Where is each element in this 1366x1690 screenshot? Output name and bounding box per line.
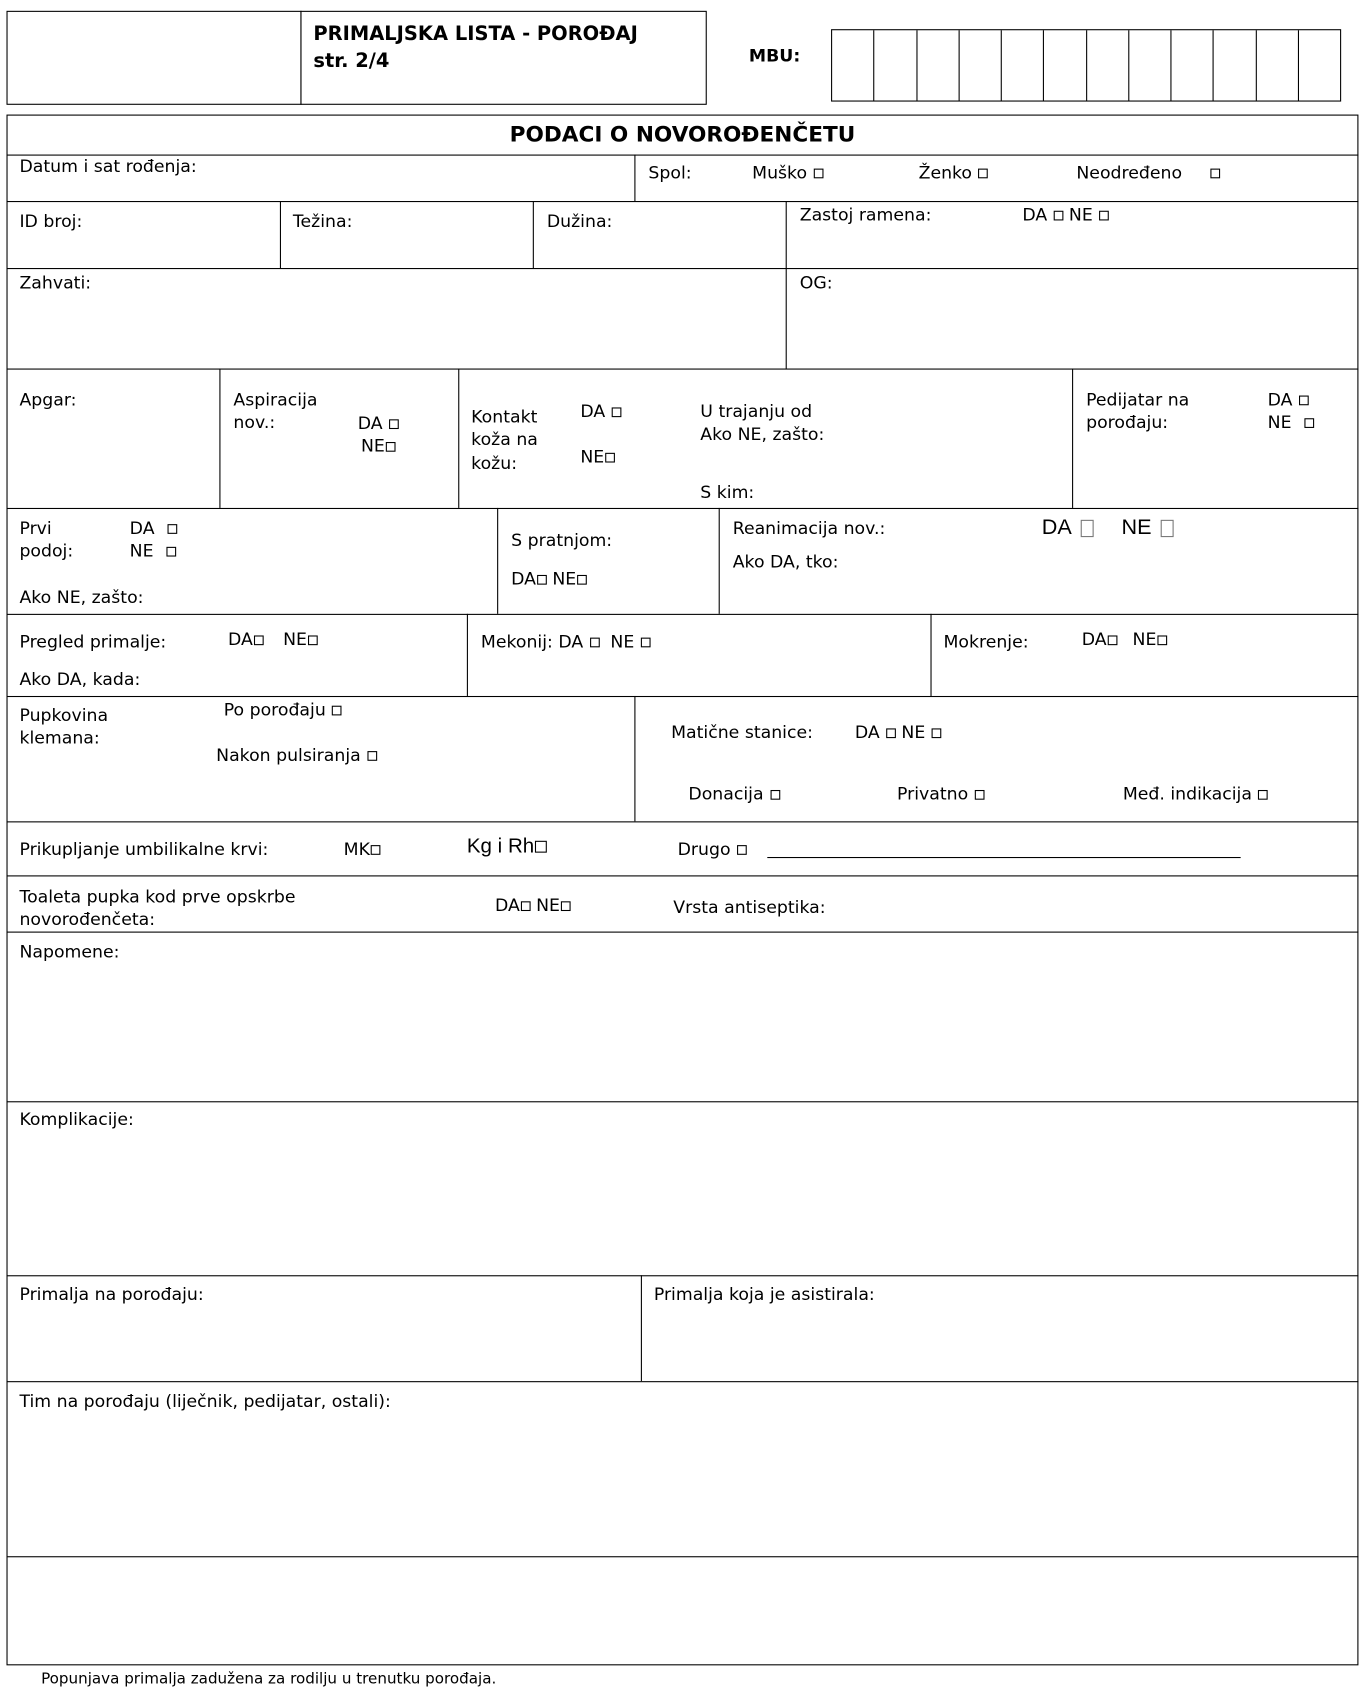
mbu-digit-cell[interactable] [958, 30, 1000, 100]
weight-label: Težina: [292, 210, 353, 232]
exam-ne-label: NE [283, 628, 307, 650]
mbu-digit-cell[interactable] [1086, 30, 1128, 100]
skin-contact-da-label: DA [580, 400, 606, 422]
midwife-exam-label: Pregled primalje: [19, 631, 167, 652]
first-feeding-label-2: podoj: [19, 540, 74, 561]
delivery-team-label: Tim na porođaju (liječnik, pedijatar, ostali): [19, 1390, 391, 1412]
skin-contact-why-label: Ako NE, zašto: [700, 423, 825, 445]
exam-ne-checkbox[interactable] [308, 635, 318, 645]
mbu-digit-cell[interactable] [1001, 30, 1043, 100]
other-label: Drugo [677, 838, 731, 860]
shoulder-da-checkbox[interactable] [1054, 211, 1064, 221]
resuscitation-ne-label: NE [1121, 515, 1152, 540]
skin-contact-label-1: Kontakt [471, 406, 538, 427]
cord-after-birth-label: Po porođaju [223, 699, 326, 720]
escort-da-label: DA [511, 568, 537, 589]
cord-label-1: Pupkovina [19, 704, 109, 726]
cord-blood-label: Prikupljanje umbilikalne krvi: [19, 838, 269, 860]
mk-checkbox[interactable] [371, 845, 381, 855]
birth-datetime-label: Datum i sat rođenja: [19, 155, 197, 177]
pediatrician-da-label: DA [1267, 389, 1293, 410]
resuscitation-da-label: DA [1041, 515, 1072, 540]
apgar-label: Apgar: [19, 389, 77, 410]
other-checkbox[interactable] [737, 845, 747, 855]
footer-note: Popunjava primalja zadužena za rodilju u trenutku porođaja. [41, 1670, 497, 1689]
page-number: str. 2/4 [313, 49, 390, 73]
cord-label-2: klemana: [19, 727, 100, 748]
complications-label: Komplikacije: [19, 1108, 134, 1130]
kg-rh-label: Kg i Rh [466, 835, 535, 859]
urination-label: Mokrenje: [943, 631, 1029, 652]
private-label: Privatno [896, 783, 969, 805]
urination-da-label: DA [1081, 628, 1107, 650]
sex-female-label: Ženko [918, 162, 973, 183]
urination-ne-label: NE [1132, 628, 1157, 650]
aspiration-ne-checkbox[interactable] [386, 442, 396, 452]
escort-ne-checkbox[interactable] [577, 575, 587, 585]
mbu-digit-cell[interactable] [1170, 30, 1212, 100]
donation-label: Donacija [688, 783, 764, 805]
length-label: Dužina: [546, 210, 613, 232]
cord-after-birth-checkbox[interactable] [332, 706, 342, 716]
mbu-digit-cell[interactable] [1255, 30, 1297, 100]
medical-indication-label: Međ. indikacija [1122, 783, 1252, 805]
skin-contact-label-2: koža na [471, 429, 538, 450]
logo-box [6, 11, 301, 105]
stem-cells-da-label: DA [854, 721, 880, 743]
with-whom-label: S kim: [700, 481, 755, 503]
meconium-ne-checkbox[interactable] [641, 638, 651, 648]
pediatrician-da-checkbox[interactable] [1299, 396, 1309, 406]
escort-ne-label: NE [552, 568, 577, 589]
pediatrician-label-2: porođaju: [1086, 411, 1169, 433]
navel-ne-checkbox[interactable] [561, 901, 571, 911]
delivering-midwife-label: Primalja na porođaju: [19, 1283, 204, 1305]
exam-when-label: Ako DA, kada: [19, 668, 141, 690]
skin-contact-label-3: kožu: [471, 452, 518, 474]
private-checkbox[interactable] [975, 790, 985, 800]
aspiration-da-label: DA [357, 412, 383, 434]
aspiration-label-2: nov.: [233, 411, 276, 433]
kg-rh-checkbox[interactable] [535, 841, 547, 853]
procedures-label: Zahvati: [19, 272, 92, 293]
exam-da-checkbox[interactable] [254, 635, 264, 645]
resuscitation-label: Reanimacija nov.: [732, 517, 886, 539]
stem-cells-da-checkbox[interactable] [886, 728, 896, 738]
skin-contact-ne-checkbox[interactable] [605, 453, 615, 463]
aspiration-label-1: Aspiracija [233, 389, 318, 410]
section-title: PODACI O NOVOROĐENČETU [509, 121, 856, 147]
aspiration-da-checkbox[interactable] [389, 419, 399, 429]
pediatrician-ne-label: NE [1267, 411, 1292, 433]
meconium-da-checkbox[interactable] [590, 638, 600, 648]
sex-male-label: Muško [752, 162, 808, 183]
cord-after-pulsation-checkbox[interactable] [367, 751, 377, 761]
sex-label: Spol: [648, 162, 692, 183]
donation-checkbox[interactable] [770, 790, 780, 800]
escort-label: S pratnjom: [511, 529, 613, 551]
mbu-digit-cell[interactable] [916, 30, 958, 100]
navel-da-label: DA [494, 894, 520, 916]
mbu-label: MBU: [748, 45, 801, 66]
feeding-ne-label: NE [129, 540, 154, 561]
og-label: OG: [799, 272, 833, 293]
other-input-line[interactable] [767, 857, 1240, 858]
navel-da-checkbox[interactable] [521, 901, 531, 911]
urination-da-checkbox[interactable] [1108, 635, 1118, 645]
sex-undetermined-label: Neodređeno [1076, 162, 1183, 183]
mbu-digit-cell[interactable] [832, 30, 873, 100]
navel-care-label-2: novorođenčeta: [19, 908, 156, 930]
aspiration-ne-label: NE [360, 435, 385, 457]
sex-undetermined-checkbox[interactable] [1210, 169, 1220, 179]
resuscitation-ne-checkbox[interactable] [1160, 520, 1173, 537]
feeding-da-checkbox[interactable] [167, 524, 177, 534]
sex-female-checkbox[interactable] [979, 169, 989, 179]
shoulder-da-label: DA [1022, 204, 1048, 225]
navel-care-label-1: Toaleta pupka kod prve opskrbe [19, 886, 296, 907]
mbu-digit-cell[interactable] [1298, 30, 1340, 100]
shoulder-ne-label: NE [1068, 204, 1093, 225]
navel-ne-label: NE [536, 894, 560, 916]
pediatrician-label-1: Pedijatar na [1086, 389, 1190, 410]
skin-contact-da-checkbox[interactable] [612, 407, 622, 417]
meconium-ne-label: NE [610, 631, 635, 652]
feeding-ne-checkbox[interactable] [167, 547, 177, 557]
feeding-why-label: Ako NE, zašto: [19, 586, 144, 608]
feeding-da-label: DA [129, 517, 155, 539]
mk-label: MK [343, 838, 370, 860]
pediatrician-ne-checkbox[interactable] [1304, 418, 1314, 428]
id-number-label: ID broj: [19, 210, 83, 232]
assisting-midwife-label: Primalja koja je asistirala: [653, 1283, 875, 1305]
skin-contact-ne-label: NE [580, 446, 605, 467]
cord-after-pulsation-label: Nakon pulsiranja [216, 744, 361, 766]
meconium-label: Mekonij: [480, 631, 553, 652]
shoulder-dystocia-label: Zastoj ramena: [799, 204, 932, 225]
meconium-da-label: DA [558, 631, 584, 652]
notes-label: Napomene: [19, 941, 120, 962]
sex-male-checkbox[interactable] [814, 169, 824, 179]
urination-ne-checkbox[interactable] [1157, 635, 1167, 645]
escort-da-checkbox[interactable] [537, 575, 547, 585]
shoulder-ne-checkbox[interactable] [1099, 211, 1109, 221]
mbu-digit-cell[interactable] [873, 30, 915, 100]
mbu-digit-cell[interactable] [1213, 30, 1255, 100]
medical-indication-checkbox[interactable] [1258, 790, 1268, 800]
mbu-input-grid[interactable] [831, 29, 1341, 101]
exam-da-label: DA [228, 628, 253, 650]
stem-cells-ne-checkbox[interactable] [932, 728, 942, 738]
form-title: PRIMALJSKA LISTA - POROĐAJ [313, 22, 638, 46]
mbu-digit-cell[interactable] [1128, 30, 1170, 100]
antiseptic-type-label: Vrsta antiseptika: [673, 896, 826, 918]
duration-label: U trajanju od [700, 400, 813, 422]
first-feeding-label-1: Prvi [19, 517, 52, 539]
resuscitation-da-checkbox[interactable] [1080, 520, 1093, 537]
stem-cells-label: Matične stanice: [671, 721, 813, 743]
resuscitation-who-label: Ako DA, tko: [732, 551, 839, 572]
mbu-digit-cell[interactable] [1043, 30, 1085, 100]
stem-cells-ne-label: NE [901, 721, 926, 743]
